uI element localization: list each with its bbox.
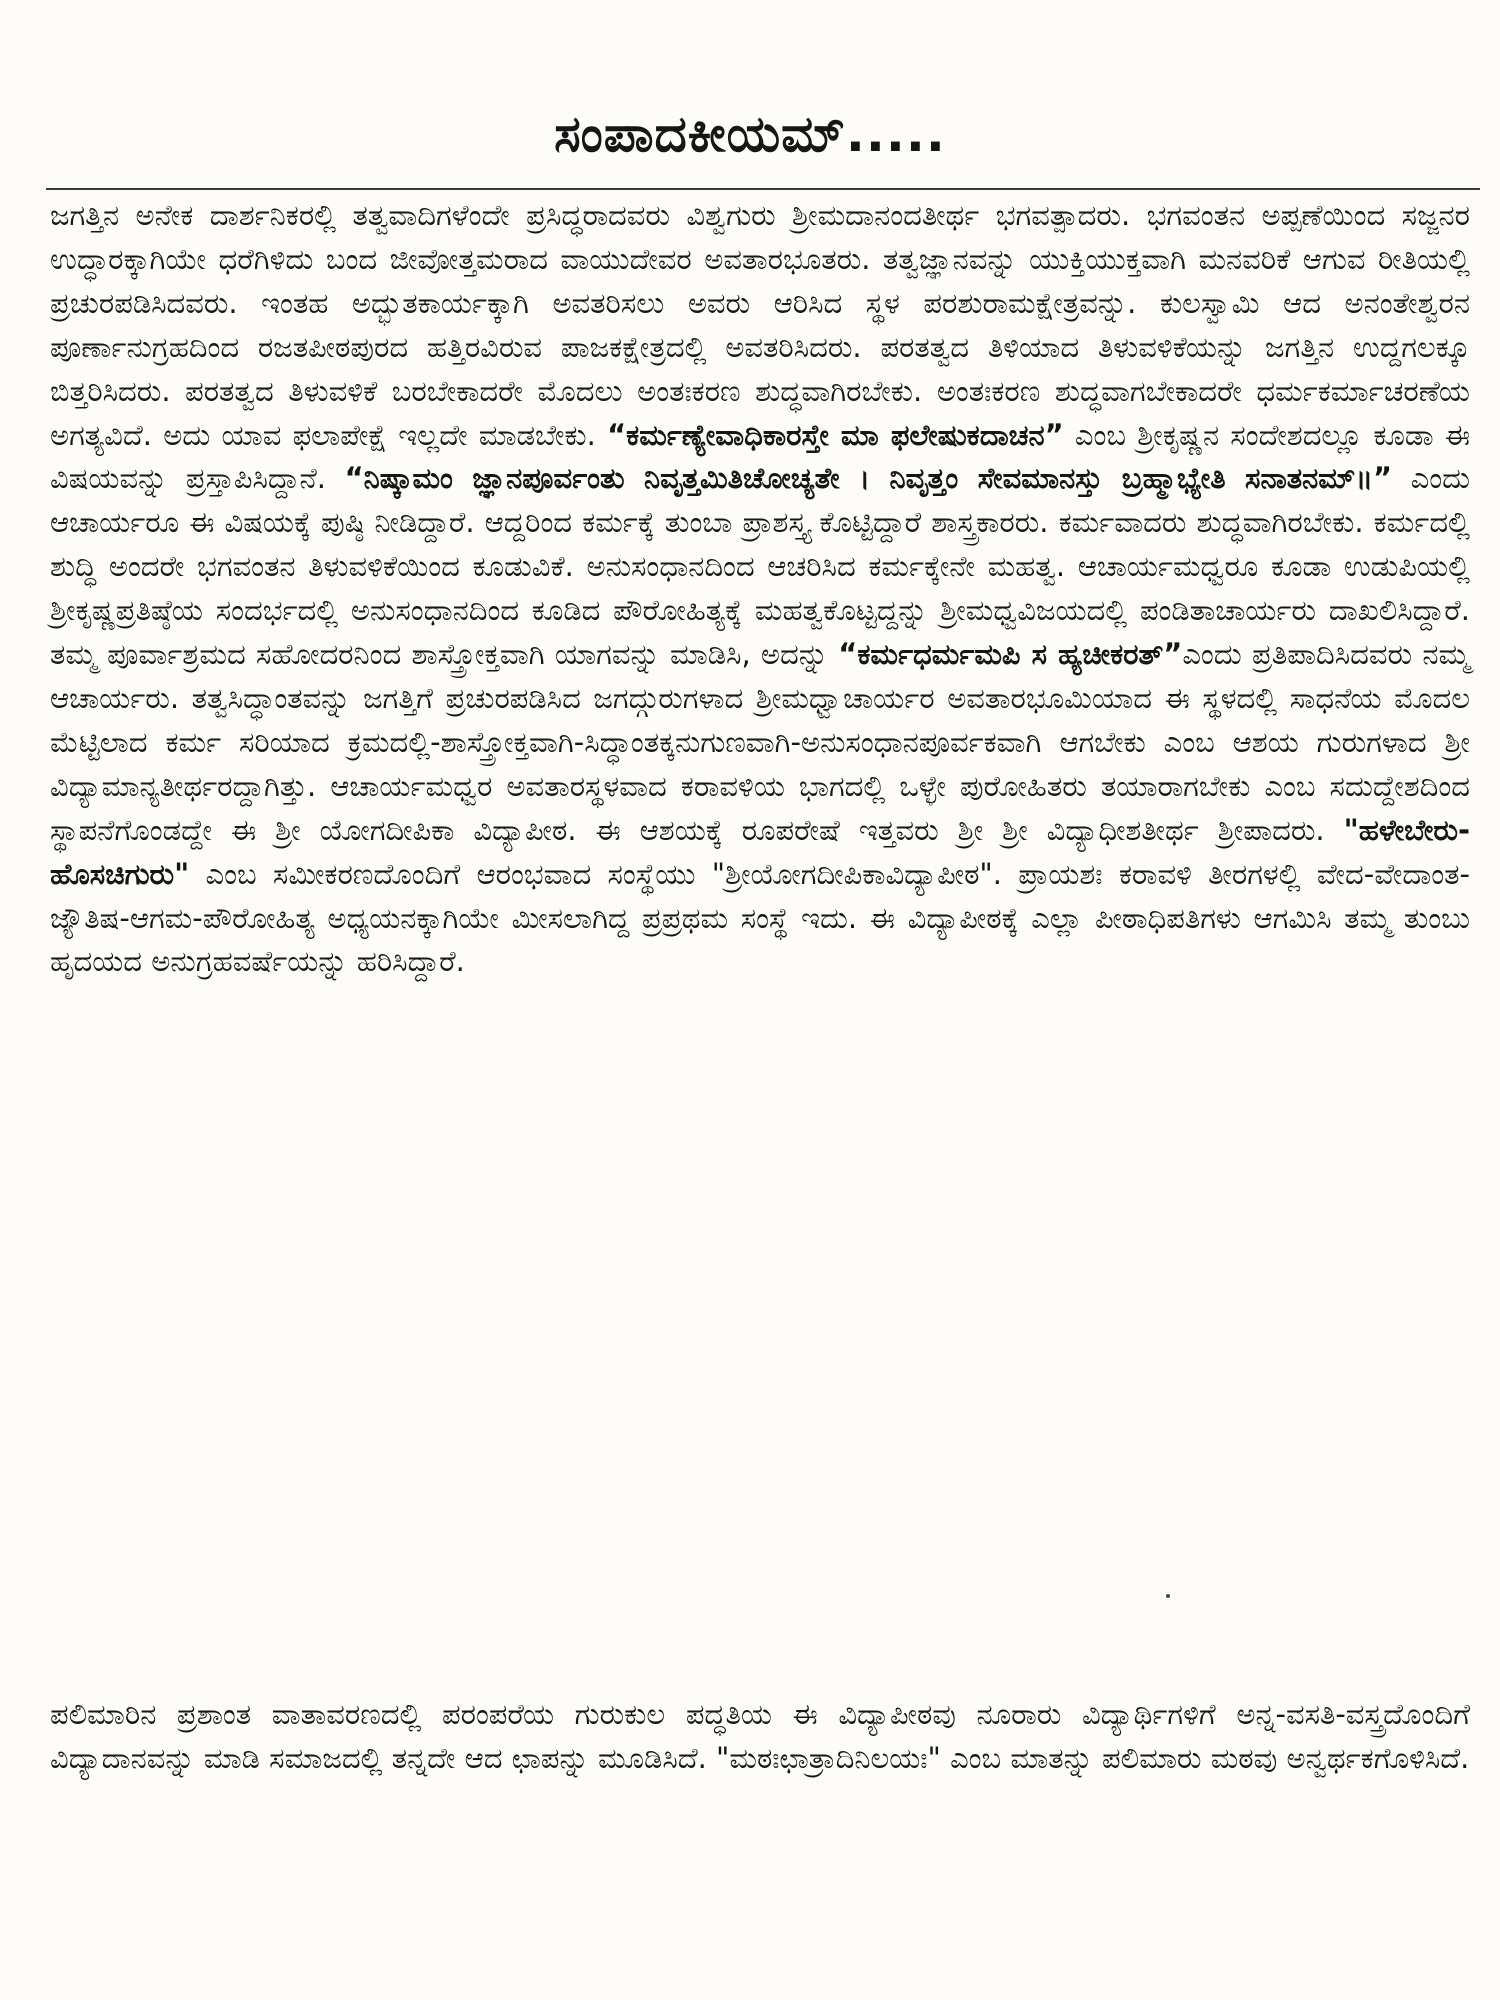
sanskrit-verse-quote: “ನಿಷ್ಕಾಮಂ ಜ್ಞಾನಪೂರ್ವಂತು ನಿವೃತ್ತಮಿತಿಚೋಚ್ಯತೇ । ನಿವೃತ್ತಂ ಸೇವಮಾನಸ್ತು ಬ್ರಹ್ಮಾಭ್ಯೇತಿ ಸನಾತನಮ್॥” (344, 461, 1393, 496)
motto-quote: "ಹಳೇಬೇರು-ಹೊಸಚಿಗುರು" (50, 812, 1471, 891)
paragraph-1-text-a: ಜಗತ್ತಿನ ಅನೇಕ ದಾರ್ಶನಿಕರಲ್ಲಿ ತತ್ವವಾದಿಗಳೆಂದೇ ಪ್ರಸಿದ್ಧರಾದವರು ವಿಶ್ವಗುರು ಶ್ರೀಮದಾನಂದತೀರ್ಥ ಭಗವತ್ಪಾದರು. ಭಗವಂತನ ಅಪ್ಪಣೆಯಿಂದ ಸಜ್ಜನರ ಉದ್ಧಾರಕ್ಕಾಗಿಯೇ ಧರೆಗಿಳಿದು ಬಂದ ಜೀವೋತ್ತಮರಾದ ವಾಯುದೇವರ ಅವತಾರಭೂತರು. ತತ್ವಜ್ಞಾನವನ್ನು ಯುಕ್ತಿಯುಕ್ತವಾಗಿ ಮನವರಿಕೆ ಆಗುವ ರೀತಿಯಲ್ಲಿ ಪ್ರಚುರಪಡಿಸಿದವರು. ಇಂತಹ ಅದ್ಭುತಕಾರ್ಯಕ್ಕಾಗಿ ಅವತರಿಸಲು ಅವರು ಆರಿಸಿದ ಸ್ಥಳ ಪರಶುರಾಮಕ್ಷೇತ್ರವನ್ನು. ಕುಲಸ್ವಾಮಿ ಆದ ಅನಂತೇಶ್ವರನ ಪೂರ್ಣಾನುಗ್ರಹದಿಂದ ರಜತಪೀಠಪುರದ ಹತ್ತಿರವಿರುವ ಪಾಜಕಕ್ಷೇತ್ರದಲ್ಲಿ ಅವತರಿಸಿದರು. ಪರತತ್ವದ ತಿಳಿಯಾದ ತಿಳುವಳಿಕೆಯನ್ನು ಜಗತ್ತಿನ ಉದ್ದಗಲಕ್ಕೂ ಬಿತ್ತರಿಸಿದರು. ಪರತತ್ವದ ತಿಳುವಳಿಕೆ ಬರಬೇಕಾದರೇ ಮೊದಲು ಅಂತಃಕರಣ ಶುದ್ಧವಾಗಿರಬೇಕು. ಅಂತಃಕರಣ ಶುದ್ಧವಾಗಬೇಕಾದರೇ ಧರ್ಮಕರ್ಮಾಚರಣೆಯ ಅಗತ್ಯವಿದೆ. ಅದು ಯಾವ ಫಲಾಪೇಕ್ಷೆ ಇಲ್ಲದೇ ಮಾಡಬೇಕು. (50, 198, 1470, 452)
page-title: ಸಂಪಾದಕೀಯಮ್..... (554, 105, 946, 163)
gita-quote: “ಕರ್ಮಣ್ಯೇವಾಧಿಕಾರಸ್ತೇ ಮಾ ಫಲೇಷುಕದಾಚನ” (607, 417, 1064, 452)
editorial-paragraph-1 (50, 194, 1470, 984)
paragraph-1-text-b: ಎಂಬ ಶ್ರೀಕೃಷ್ಣನ ಸಂದೇಶದಲ್ಲೂ ಕೂಡಾ ಈ ವಿಷಯವನ್ನು ಪ್ರಸ್ತಾಪಿಸಿದ್ದಾನೆ. (50, 417, 1471, 496)
paragraph-1-text-d: ಎಂದು ಪ್ರತಿಪಾದಿಸಿದವರು ನಮ್ಮ ಆಚಾರ್ಯರು. ತತ್ವಸಿದ್ಧಾಂತವನ್ನು ಜಗತ್ತಿಗೆ ಪ್ರಚುರಪಡಿಸಿದ ಜಗದ್ಗುರುಗಳಾದ ಶ್ರೀಮಧ್ವಾಚಾರ್ಯರ ಅವತಾರಭೂಮಿಯಾದ ಈ ಸ್ಥಳದಲ್ಲಿ ಸಾಧನೆಯ ಮೊದಲ ಮೆಟ್ಟಿಲಾದ ಕರ್ಮ ಸರಿಯಾದ ಕ್ರಮದಲ್ಲಿ-ಶಾಸ್ತ್ರೋಕ್ತವಾಗಿ-ಸಿದ್ಧಾಂತಕ್ಕನುಗುಣವಾಗಿ-ಅನುಸಂಧಾನಪೂರ್ವಕವಾಗಿ ಆಗಬೇಕು ಎಂಬ ಆಶಯ ಗುರುಗಳಾದ ಶ್ರೀ ವಿದ್ಯಾಮಾನ್ಯತೀರ್ಥರದ್ದಾಗಿತ್ತು. ಆಚಾರ್ಯಮಧ್ವರ ಅವತಾರಸ್ಥಳವಾದ ಕರಾವಳಿಯ ಭಾಗದಲ್ಲಿ ಒಳ್ಳೇ ಪುರೋಹಿತರು ತಯಾರಾಗಬೇಕು ಎಂಬ ಸದುದ್ದೇಶದಿಂದ ಸ್ಥಾಪನೆಗೊಂಡದ್ದೇ ಈ ಶ್ರೀ ಯೋಗದೀಪಿಕಾ ವಿದ್ಯಾಪೀಠ. ಈ ಆಶಯಕ್ಕೆ ರೂಪರೇಷೆ ಇತ್ತವರು ಶ್ರೀ ಶ್ರೀ ವಿದ್ಯಾಧೀಶತೀರ್ಥ ಶ್ರೀಪಾದರು. (50, 637, 1470, 847)
karmadharma-quote: “ಕರ್ಮಧರ್ಮಮಪಿ ಸ ಹ್ಯಚೀಕರತ್” (838, 637, 1183, 672)
paragraph-1-text-c: ಎಂದು ಆಚಾರ್ಯರೂ ಈ ವಿಷಯಕ್ಕೆ ಪುಷ್ಠಿ ನೀಡಿದ್ದಾರೆ. ಆದ್ದರಿಂದ ಕರ್ಮಕ್ಕೆ ತುಂಬಾ ಪ್ರಾಶಸ್ತ್ಯ ಕೊಟ್ಟಿದ್ದಾರೆ ಶಾಸ್ತ್ರಕಾರರು. ಕರ್ಮವಾದರು ಶುದ್ಧವಾಗಿರಬೇಕು. ಕರ್ಮದಲ್ಲಿ ಶುದ್ಧಿ ಅಂದರೇ ಭಗವಂತನ ತಿಳುವಳಿಕೆಯಿಂದ ಕೂಡುವಿಕೆ. ಅನುಸಂಧಾನದಿಂದ ಆಚರಿಸಿದ ಕರ್ಮಕ್ಕೇನೇ ಮಹತ್ವ. ಆಚಾರ್ಯಮಧ್ವರೂ ಕೂಡಾ ಉಡುಪಿಯಲ್ಲಿ ಶ್ರೀಕೃಷ್ಣಪ್ರತಿಷ್ಠೆಯ ಸಂದರ್ಭದಲ್ಲಿ ಅನುಸಂಧಾನದಿಂದ ಕೂಡಿದ ಪೌರೋಹಿತ್ಯಕ್ಕೆ ಮಹತ್ವಕೊಟ್ಟದ್ದನ್ನು ಶ್ರೀಮಧ್ವವಿಜಯದಲ್ಲಿ ಪಂಡಿತಾಚಾರ್ಯರು ದಾಖಲಿಸಿದ್ದಾರೆ. ತಮ್ಮ ಪೂರ್ವಾಶ್ರಮದ ಸಹೋದರನಿಂದ ಶಾಸ್ತ್ರೋಕ್ತವಾಗಿ ಯಾಗವನ್ನು ಮಾಡಿಸಿ, ಅದನ್ನು (50, 461, 1471, 672)
print-speck (1166, 1594, 1170, 1598)
paragraph-1-text-e: ಎಂಬ ಸಮೀಕರಣದೊಂದಿಗೆ ಆರಂಭವಾದ ಸಂಸ್ಥೆಯು "ಶ್ರೀಯೋಗದೀಪಿಕಾವಿದ್ಯಾಪೀಠ". ಪ್ರಾಯಶಃ ಕರಾವಳಿ ತೀರಗಳಲ್ಲಿ ವೇದ-ವೇದಾಂತ-ಜ್ಯೌತಿಷ-ಆಗಮ-ಪೌರೋಹಿತ್ಯ ಅಧ್ಯಯನಕ್ಕಾಗಿಯೇ ಮೀಸಲಾಗಿದ್ದ ಪ್ರಪ್ರಥಮ ಸಂಸ್ಥೆ ಇದು. ಈ ವಿದ್ಯಾಪೀಠಕ್ಕೆ ಎಲ್ಲಾ ಪೀಠಾಧಿಪತಿಗಳು ಆಗಮಿಸಿ ತಮ್ಮ ತುಂಬು ಹೃದಯದ ಅನುಗ್ರಹವರ್ಷೆಯನ್ನು ಹರಿಸಿದ್ದಾರೆ. (50, 856, 1470, 979)
editorial-paragraph-2: ಪಲಿಮಾರಿನ ಪ್ರಶಾಂತ ವಾತಾವರಣದಲ್ಲಿ ಪರಂಪರೆಯ ಗುರುಕುಲ ಪದ್ಧತಿಯ ಈ ವಿದ್ಯಾಪೀಠವು ನೂರಾರು ವಿದ್ಯಾರ್ಥಿಗಳಿಗೆ ಅನ್ನ-ವಸತಿ-ವಸ್ತ್ರದೊಂದಿಗೆ ವಿದ್ಯಾದಾನವನ್ನು ಮಾಡಿ ಸಮಾಜದಲ್ಲಿ ತನ್ನದೇ ಆದ ಛಾಪನ್ನು ಮೂಡಿಸಿದೆ. "ಮಠಃಛಾತ್ರಾದಿನಿಲಯಃ" ಎಂಬ ಮಾತನ್ನು ಪಲಿಮಾರು ಮಠವು ಅನ್ವರ್ಥಕಗೊಳಿಸಿದೆ. (50, 1697, 1470, 1775)
title-divider (46, 188, 1480, 190)
